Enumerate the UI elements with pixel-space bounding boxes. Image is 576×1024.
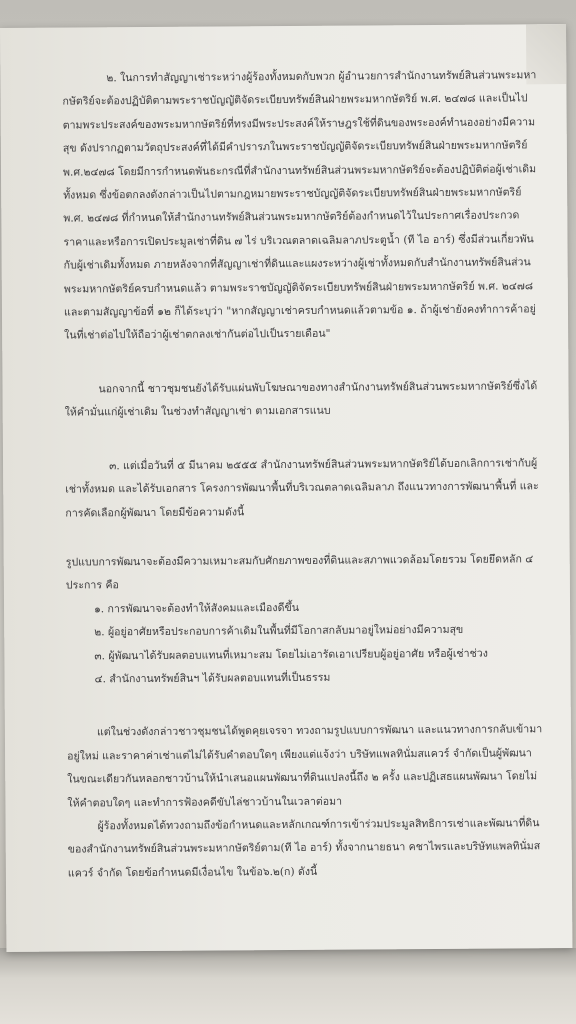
- document-body: [62, 64, 546, 886]
- paragraph-development-model: รูปแบบการพัฒนาจะต้องมีความเหมาะสมกับศักยภาพของที่ดินและสภาพแวดล้อมโดยรวม โดยยึดหลัก ๔ ประการ คือ: [65, 553, 534, 592]
- paragraph-gap: [64, 345, 542, 378]
- paragraph-however: แต่ในช่วงดังกล่าวชาวชุมชนได้พูดคุยเจรจา ทวงถามรูปแบบการพัฒนา และแนวทางการกลับเข้ามาอยู่ใหม่ และราคาค่าเช่าแต่ไม่ได้รับคำตอบใดๆ เพียงแต่แจ้งว่า บริษัทแพลทินั่มสแควร์ จำกัดเป็นผู้พัฒนา ในขณะเดียวกันหลอกชาวบ้านให้นำเสนอแผนพัฒนาที่ดินแปลงนี้ถึง ๒ ครั้ง และปฏิเสธแผนพัฒนา โดยไม่ให้คำตอบใดๆ และทำการฟ้องคดีขับไล่ชาวบ้านในเวลาต่อมา: [67, 723, 543, 810]
- paragraph-3: ๓. แต่เมื่อวันที่ ๕ มีนาคม ๒๕๕๕ สำนักงานทรัพย์สินส่วนพระมหากษัตริย์ได้บอกเลิกการเช่ากับผู้เช่าทั้งหมด และได้รับเอกสาร โครงการพัฒนาพื้นที่บริเวณตลาดเฉลิมลาภ ถึงแนวทางการพัฒนาพื้นที่ และการคัดเลือกผู้พัฒนา โดยมีข้อความดังนี้: [65, 456, 539, 520]
- principle-item: ๑. การพัฒนาจะต้องทำให้สังคมและเมืองดีขึ้น: [94, 601, 299, 616]
- document-page: [0, 24, 572, 952]
- desk-surface: [0, 948, 576, 1024]
- paragraph-2: ๒. ในการทำสัญญาเช่าระหว่างผู้ร้องทั้งหมดกับพวก ผู้อำนวยการสำนักงานทรัพย์สินส่วนพระมหากษัตริย์จะต้องปฏิบัติตามพระราชบัญญัติจัดระเบียบทรัพย์สินฝ่ายพระมหากษัตริย์ พ.ศ. ๒๔๗๘ และเป็นไปตามพระประสงค์ของพระมหากษัตริย์ที่ทรงมีพระประสงค์ให้ราษฎรใช้ที่ดินของพระองค์ทำนองอย่างมีความสุข ดังปรากฏตามวัตถุประสงค์ที่ได้มีคำปรารภในพระราชบัญญัติจัดระเบียบทรัพย์สินฝ่ายพระมหากษัตริย์ พ.ศ.๒๔๗๘ โดยมีการกำหนดพันธะกรณีที่สำนักงานทรัพย์สินส่วนพระมหากษัตริย์จะต้องปฏิบัติต่อผู้เช่าเดิมทั้งหมด ซึ่งข้อตกลงดังกล่าวเป็นไปตามกฎหมายพระราชบัญญัติจัดระเบียบทรัพย์สินฝ่ายพระมหากษัตริย์ พ.ศ. ๒๔๗๘ ที่กำหนดให้สำนักงานทรัพย์สินส่วนพระมหากษัตริย์ต้องกำหนดไว้ในประกาศเรื่องประกวดราคาและหรือการเปิดประมูลเช่าที่ดิน ๗ ไร่ บริเวณตลาดเฉลิมลาภประตูน้ำ (ที ไอ อาร์) ซึ่งมีส่วนเกี่ยวพันกับผู้เช่าเดิมทั้งหมด ภายหลังจากที่สัญญาเช่าที่ดินและแผงระหว่างผู้เช่าทั้งหมดกับสำนักงานทรัพย์สินส่วนพระมหากษัตริย์ครบกำหนดแล้ว ตามพระราชบัญญัติจัดระเบียบทรัพย์สินฝ่ายพระมหากษัตริย์ พ.ศ. ๒๔๗๘ และตามสัญญาข้อที่ ๑๒ ก็ได้ระบุว่า "หากสัญญาเช่าครบกำหนดแล้วตามข้อ ๑. ถ้าผู้เช่ายังคงทำการค้าอยู่ในที่เช่าต่อไปให้ถือว่าผู้เช่าตกลงเช่ากันต่อไปเป็นรายเดือน": [62, 69, 537, 343]
- paragraph-gap: [67, 689, 545, 722]
- principle-item: ๓. ผู้พัฒนาได้รับผลตอบแทนที่เหมาะสม โดยไม่เอารัดเอาเปรียบผู้อยู่อาศัย หรือผู้เช่าช่วง: [94, 647, 488, 662]
- principles-list: [66, 595, 545, 692]
- principle-item: ๔. สำนักงานทรัพย์สินฯ ได้รับผลตอบแทนที่เป็นธรรม: [94, 671, 331, 686]
- paragraph-gap: [65, 422, 543, 455]
- principle-item: ๒. ผู้อยู่อาศัยหรือประกอบการค้าเดิมในพื้นที่มีโอกาสกลับมาอยู่ใหม่อย่างมีความสุข: [94, 623, 464, 639]
- paragraph-gap: [65, 522, 543, 551]
- paragraph-besides: นอกจากนี้ ชาวชุมชนยังได้รับแผ่นพับโฆษณาของทางสำนักงานทรัพย์สินส่วนพระมหากษัตริย์ซึ่งได้ให้คำมั่นแก่ผู้เช่าเดิม ในช่วงทำสัญญาเช่า ตามเอกสารแนบ: [64, 380, 538, 419]
- paragraph-petitioners: ผู้ร้องทั้งหมดได้ทวงถามถึงข้อกำหนดและหลักเกณฑ์การเข้าร่วมประมูลสิทธิการเช่าและพัฒนาที่ดินของสำนักงานทรัพย์สินส่วนพระมหากษัตริย์ตาม(ที ไอ อาร์) ทั้งจากนายธนา คชาไพรและบริษัทแพลทินั่มสแควร์ จำกัด โดยข้อกำหนดมีเงื่อนไข ในข้อ๖.๒(ก) ดังนี้: [67, 817, 541, 880]
